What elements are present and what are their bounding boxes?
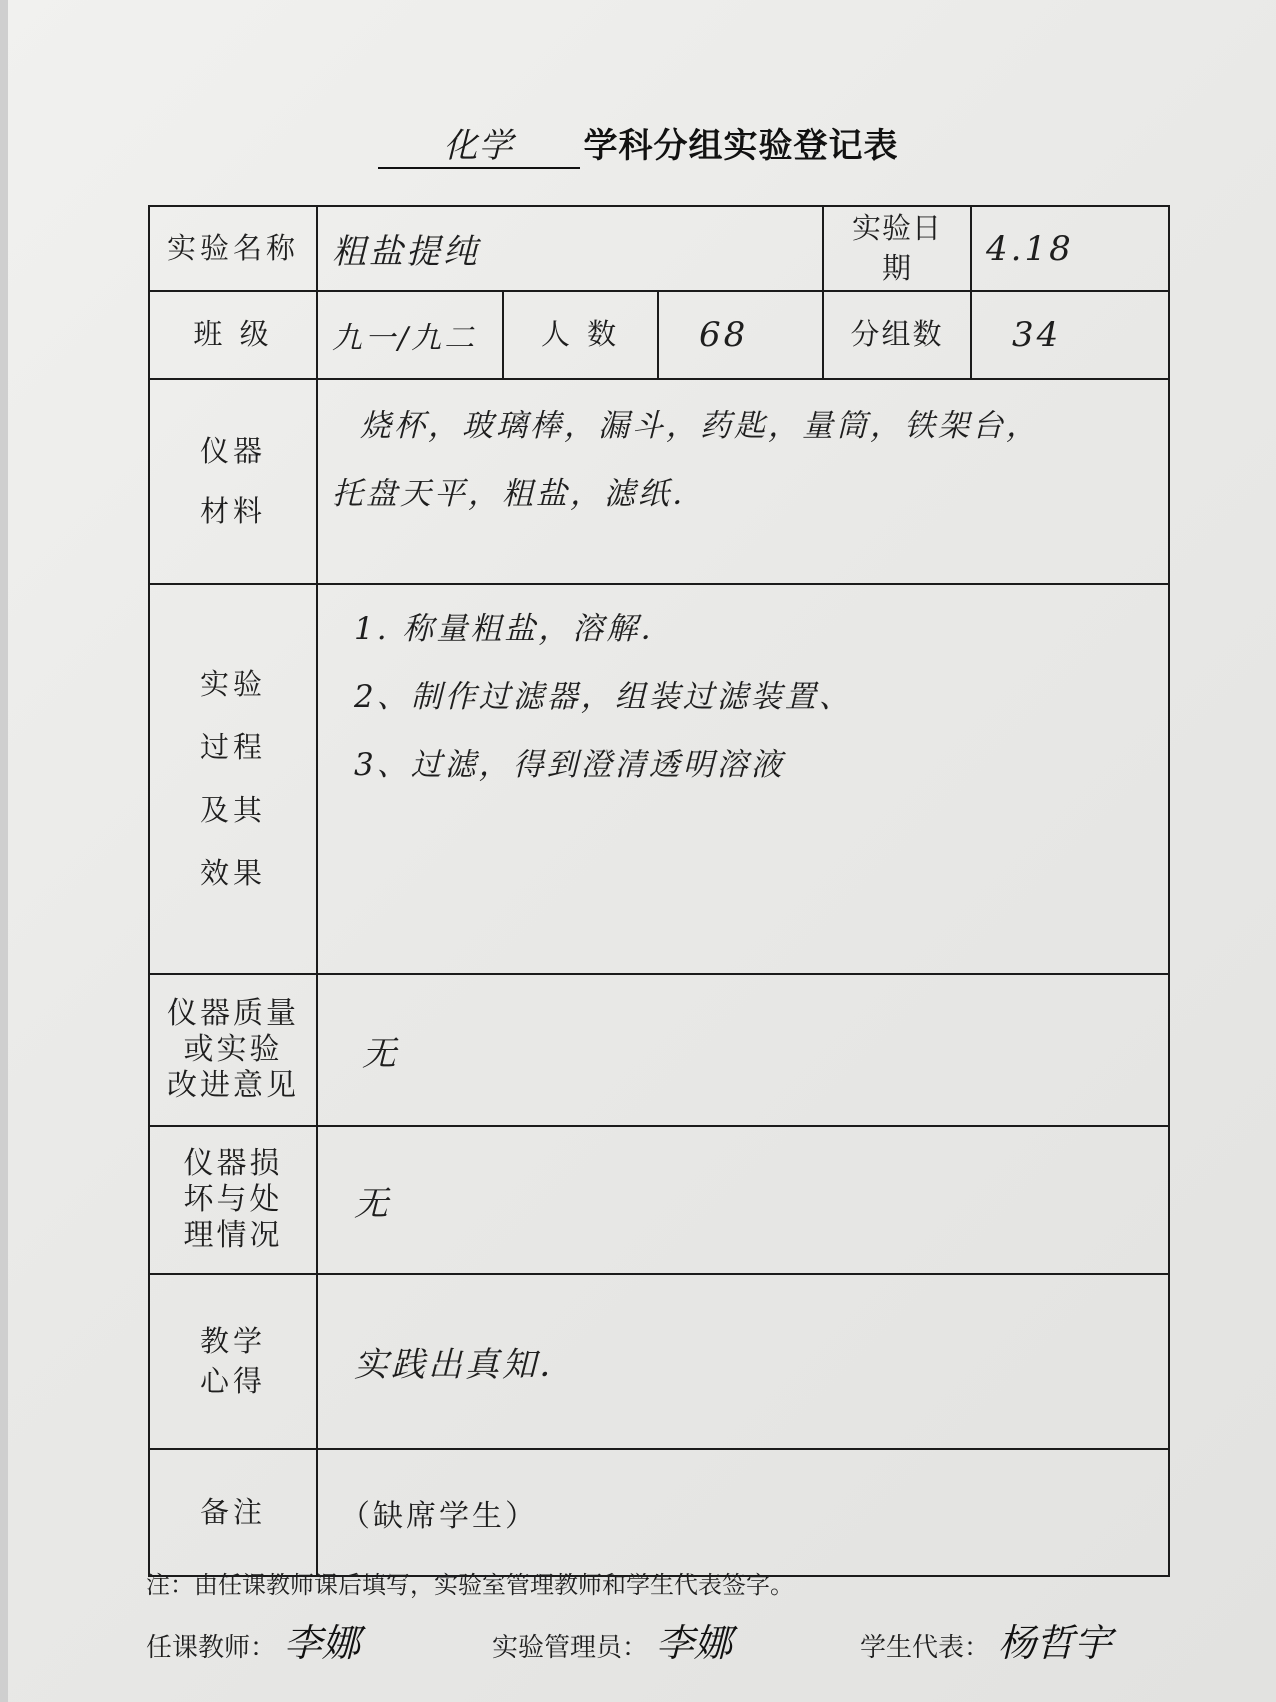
process-step-2: 2、制作过滤器，组装过滤装置、 <box>354 679 853 715</box>
materials-label-line-2: 材料 <box>199 493 266 528</box>
teaching-label-line-1: 教学 <box>199 1324 266 1359</box>
student-signature <box>860 1612 1112 1667</box>
admin-signature <box>492 1612 732 1667</box>
row-quality <box>149 974 1169 1126</box>
row-damage <box>149 1126 1169 1274</box>
process-step-3: 3、过滤，得到澄清透明溶液 <box>354 747 785 783</box>
people-label: 人 数 <box>503 291 658 379</box>
teacher-signature <box>146 1612 360 1667</box>
row-class <box>149 291 1169 379</box>
subject-field: 化学 <box>378 118 580 169</box>
teacher-label: 任课教师： <box>146 1633 277 1663</box>
damage-value: 无 <box>317 1126 1169 1274</box>
admin-signature-name: 李娜 <box>656 1621 733 1665</box>
footer-note: 注：由任课教师课后填写，实验室管理教师和学生代表签字。 <box>146 1571 794 1599</box>
damage-label-line-1: 仪器损 <box>183 1146 283 1181</box>
materials-value <box>317 379 1169 584</box>
process-label-line-1: 实验 <box>199 666 266 701</box>
materials-line-1: 烧杯，玻璃棒，漏斗，药匙，量筒，铁架台， <box>360 408 1040 444</box>
row-materials <box>149 379 1169 584</box>
title-text: 学科分组实验登记表 <box>583 126 899 166</box>
damage-label <box>149 1126 317 1274</box>
groups-value: 34 <box>971 291 1169 379</box>
quality-label-line-3: 改进意见 <box>167 1068 299 1103</box>
form-title <box>0 118 1276 169</box>
student-signature-name: 杨哲宇 <box>998 1621 1113 1665</box>
experiment-name-label: 实验名称 <box>149 206 317 291</box>
materials-line-2: 托盘天平，粗盐，滤纸． <box>332 476 706 512</box>
registration-table <box>148 205 1170 1577</box>
people-value: 68 <box>658 291 823 379</box>
row-experiment <box>149 206 1169 291</box>
row-process <box>149 584 1169 974</box>
materials-label <box>149 379 317 584</box>
materials-label-line-1: 仪器 <box>199 434 266 469</box>
process-value <box>317 584 1169 974</box>
process-step-1: 1. 称量粗盐，溶解． <box>354 611 675 647</box>
quality-label-line-2: 或实验 <box>183 1032 283 1067</box>
student-label: 学生代表： <box>860 1633 991 1663</box>
process-label-line-2: 过程 <box>199 729 266 764</box>
experiment-name-value: 粗盐提纯 <box>317 206 823 291</box>
class-label: 班 级 <box>149 291 317 379</box>
damage-label-line-2: 坏与处 <box>183 1182 283 1217</box>
process-label-line-3: 及其 <box>199 793 266 827</box>
groups-label: 分组数 <box>823 291 971 379</box>
quality-value: 无 <box>317 974 1169 1126</box>
process-label <box>149 584 317 974</box>
teaching-value: 实践出真知． <box>317 1274 1169 1449</box>
class-value: 九一/九二 <box>317 291 503 379</box>
process-label-line-4: 效果 <box>199 856 266 891</box>
damage-label-line-3: 理情况 <box>183 1218 283 1253</box>
admin-label: 实验管理员： <box>492 1633 649 1663</box>
remark-label: 备注 <box>149 1449 317 1576</box>
experiment-date-value: 4.18 <box>971 206 1169 291</box>
experiment-date-label: 实验日期 <box>823 206 971 291</box>
row-remark <box>149 1449 1169 1576</box>
teacher-signature-name: 李娜 <box>284 1621 361 1665</box>
quality-label <box>149 974 317 1126</box>
row-teaching <box>149 1274 1169 1449</box>
teaching-label <box>149 1274 317 1449</box>
remark-value: （缺席学生） <box>317 1449 1169 1576</box>
teaching-label-line-2: 心得 <box>199 1363 266 1398</box>
quality-label-line-1: 仪器质量 <box>167 996 299 1031</box>
